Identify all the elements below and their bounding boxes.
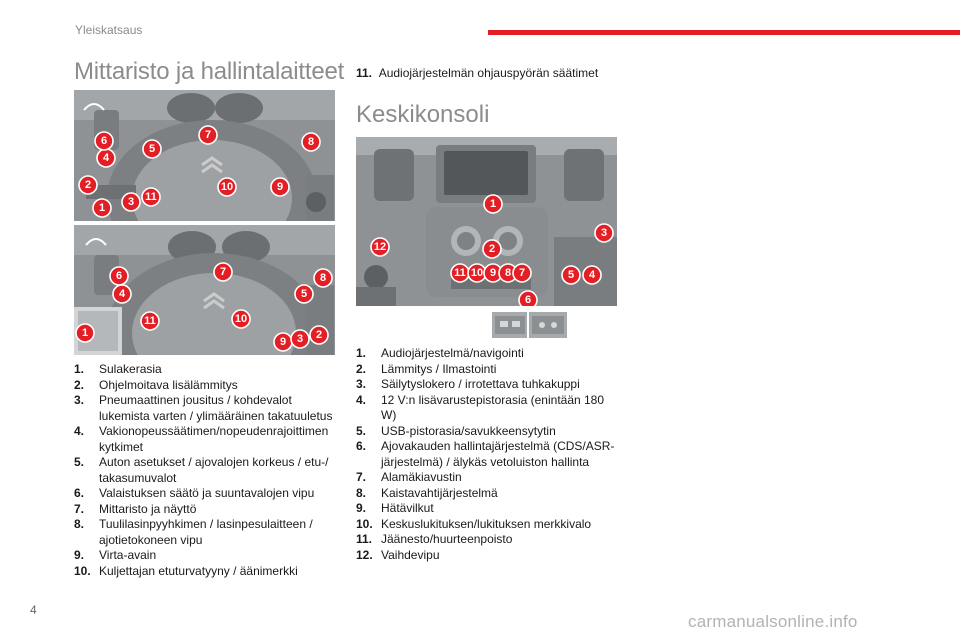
callout-badge bbox=[562, 266, 580, 284]
callout-badge bbox=[310, 326, 328, 344]
list-item: 3. Säilytyslokero / irrotettava tuhkakuppi bbox=[356, 377, 580, 391]
callout-badge bbox=[483, 240, 501, 258]
callout-badge bbox=[122, 193, 140, 211]
page-title: Mittaristo ja hallintalaitteet bbox=[74, 58, 345, 85]
callout-badge bbox=[218, 178, 236, 196]
callout-badge bbox=[199, 126, 217, 144]
list-item: 8. Kaistavahtijärjestelmä bbox=[356, 485, 498, 500]
svg-text:7: 7 bbox=[219, 266, 227, 278]
header-accent-bar bbox=[488, 30, 960, 35]
list-item: 1. Sulakerasia bbox=[74, 362, 162, 376]
callouts-console bbox=[356, 137, 617, 306]
callout-badge bbox=[451, 264, 469, 282]
list-item: 2. Ohjelmoitava lisälämmitys bbox=[74, 377, 238, 392]
svg-text:8: 8 bbox=[504, 267, 512, 279]
svg-text:5: 5 bbox=[148, 143, 156, 155]
svg-text:3: 3 bbox=[600, 227, 608, 239]
svg-text:2: 2 bbox=[488, 243, 496, 255]
callouts-dash-bottom bbox=[74, 225, 335, 355]
svg-text:4: 4 bbox=[588, 269, 596, 281]
callout-badge bbox=[113, 285, 131, 303]
svg-text:2: 2 bbox=[84, 179, 92, 191]
list-item: 5. USB-pistorasia/savukkeensytytin bbox=[356, 423, 556, 438]
callout-badge bbox=[214, 263, 232, 281]
list-item: 4. 12 V:n lisävarustepistorasia (enintään 180 W) bbox=[356, 392, 605, 422]
section-label: Yleiskatsaus bbox=[75, 23, 143, 37]
callout-badge bbox=[274, 333, 292, 351]
list-item: 7. Alamäkiavustin bbox=[356, 470, 462, 484]
list-item: 9. Virta-avain bbox=[74, 548, 157, 562]
list-item: 2. Lämmitys / Ilmastointi bbox=[356, 361, 497, 376]
callout-badge bbox=[79, 176, 97, 194]
list-item: 3. Pneumaattinen jousitus / kohdevalot lukemista varten / ylimääräinen takatuuletus bbox=[74, 393, 333, 423]
svg-text:9: 9 bbox=[489, 267, 497, 279]
svg-text:3: 3 bbox=[296, 333, 304, 345]
svg-text:6: 6 bbox=[524, 294, 532, 306]
callout-badge bbox=[143, 140, 161, 158]
callout-badge bbox=[97, 149, 115, 167]
svg-text:10: 10 bbox=[220, 181, 234, 193]
callout-badge bbox=[93, 199, 111, 217]
callout-badge bbox=[232, 310, 250, 328]
svg-text:10: 10 bbox=[470, 267, 484, 279]
callout-badge bbox=[595, 224, 613, 242]
svg-text:5: 5 bbox=[300, 288, 308, 300]
list-item: 6. Valaistuksen säätö ja suuntavalojen vipu bbox=[74, 486, 315, 500]
svg-text:11: 11 bbox=[454, 267, 466, 279]
callout-badge bbox=[295, 285, 313, 303]
callouts-dash-top bbox=[74, 90, 335, 221]
svg-text:2: 2 bbox=[315, 329, 323, 341]
svg-text:6: 6 bbox=[100, 135, 108, 147]
callout-badge bbox=[484, 195, 502, 213]
list-item: 10. Kuljettajan etuturvatyyny / äänimerkki bbox=[74, 563, 298, 578]
console-legend bbox=[356, 346, 618, 563]
svg-text:12: 12 bbox=[373, 241, 387, 253]
switch-inset-photo bbox=[492, 312, 567, 338]
section-title: Keskikonsoli bbox=[356, 101, 490, 128]
callout-badge bbox=[583, 266, 601, 284]
callout-badge bbox=[95, 132, 113, 150]
list-item: 11. Jäänesto/huurteenpoisto bbox=[356, 532, 513, 546]
svg-text:7: 7 bbox=[518, 267, 526, 279]
list-item: 10. Keskuslukituksen/lukituksen merkkivalo bbox=[356, 516, 592, 531]
list-item: 12. Vaihdevipu bbox=[356, 547, 440, 562]
callout-badge bbox=[271, 178, 289, 196]
svg-text:9: 9 bbox=[276, 181, 284, 193]
list-item: 1. Audiojärjestelmä/navigointi bbox=[356, 346, 524, 360]
list-item: 5. Auton asetukset / ajovalojen korkeus / etu-/ takasumuvalot bbox=[74, 455, 329, 485]
callout-badge bbox=[314, 269, 332, 287]
svg-text:3: 3 bbox=[127, 196, 135, 208]
page-number: 4 bbox=[30, 603, 37, 617]
svg-text:9: 9 bbox=[279, 336, 287, 348]
svg-text:4: 4 bbox=[102, 152, 110, 164]
svg-text:7: 7 bbox=[204, 129, 212, 141]
list-item: 9. Hätävilkut bbox=[356, 501, 434, 515]
list-item: 8. Tuulilasinpyyhkimen / lasinpesulaitteen / ajotietokoneen vipu bbox=[74, 517, 313, 547]
svg-text:5: 5 bbox=[567, 269, 575, 281]
svg-text:4: 4 bbox=[118, 288, 126, 300]
svg-text:1: 1 bbox=[489, 198, 497, 210]
watermark: carmanualsonline.info bbox=[688, 612, 858, 631]
svg-text:8: 8 bbox=[319, 272, 327, 284]
callout-badge bbox=[291, 330, 309, 348]
callout-badge bbox=[110, 267, 128, 285]
callout-badge bbox=[513, 264, 531, 282]
controls-legend bbox=[74, 362, 336, 579]
callout-badge bbox=[519, 291, 537, 306]
list-item: 4. Vakionopeussäätimen/nopeudenrajoittimen kytkimet bbox=[74, 424, 329, 454]
svg-text:11: 11 bbox=[145, 191, 157, 203]
callout-badge bbox=[141, 312, 159, 330]
svg-text:1: 1 bbox=[81, 327, 89, 339]
list-item: 7. Mittaristo ja näyttö bbox=[74, 501, 197, 516]
continued-list-item: 11. Audiojärjestelmän ohjauspyörän säätimet bbox=[356, 66, 599, 80]
svg-text:11: 11 bbox=[144, 315, 156, 327]
svg-text:6: 6 bbox=[115, 270, 123, 282]
svg-text:10: 10 bbox=[234, 313, 248, 325]
callout-badge bbox=[302, 133, 320, 151]
callout-badge bbox=[142, 188, 160, 206]
list-item: 6. Ajovakauden hallintajärjestelmä (CDS/ASR-järjestelmä) / älykäs vetoluiston hallinta bbox=[356, 439, 615, 469]
callout-badge bbox=[371, 238, 389, 256]
svg-text:8: 8 bbox=[307, 136, 315, 148]
svg-text:1: 1 bbox=[98, 202, 106, 214]
callout-badge bbox=[76, 324, 94, 342]
